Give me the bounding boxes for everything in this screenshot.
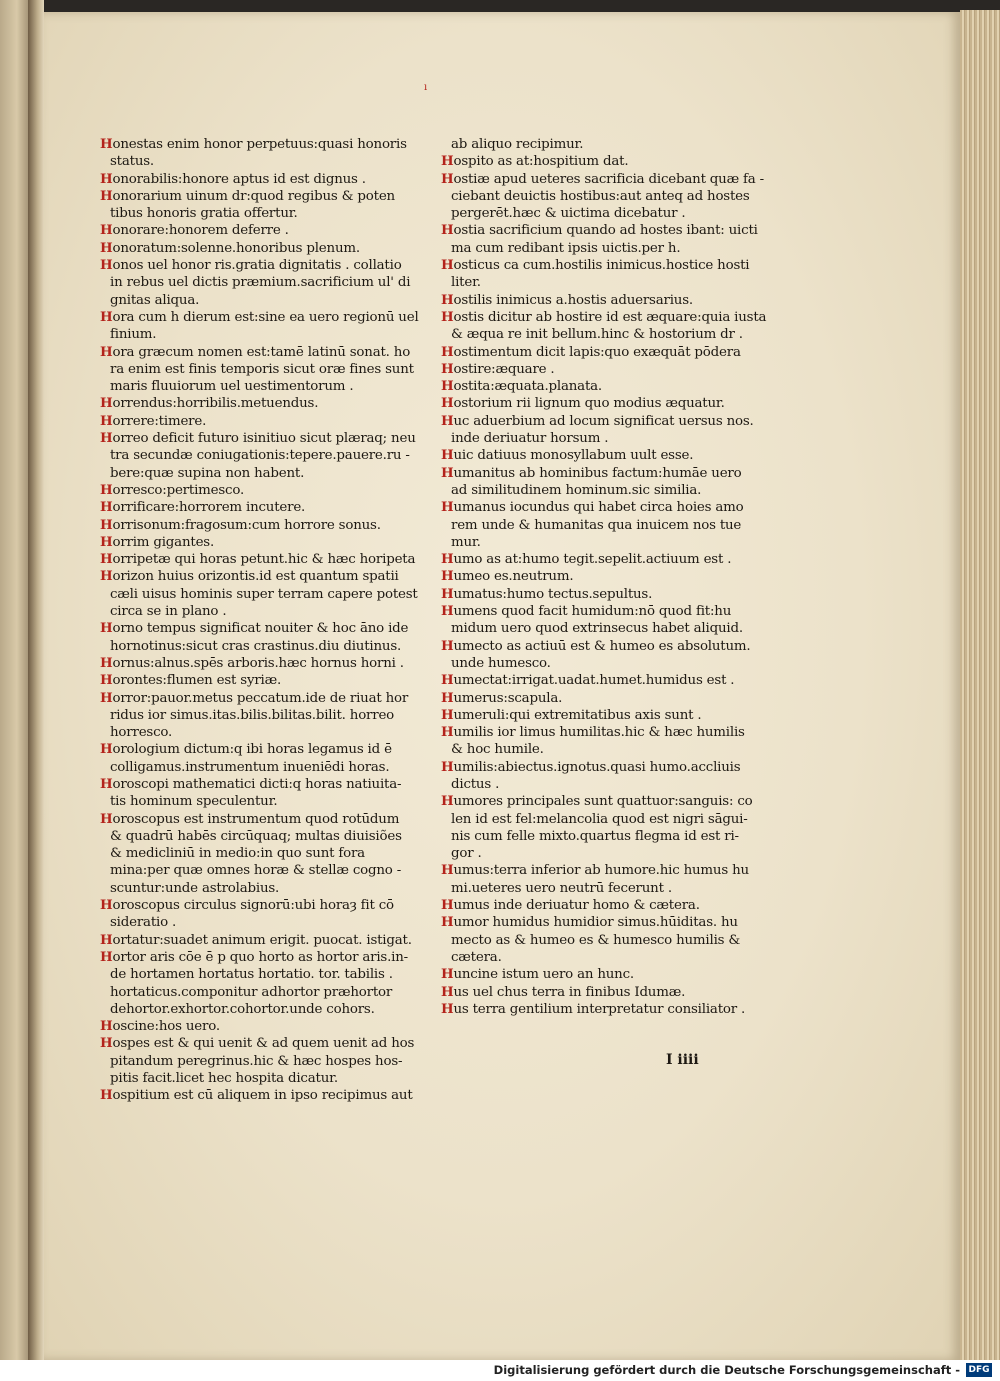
text-line: mecto as & humeo es & humesco humilis & bbox=[451, 932, 741, 948]
rubric-initial: H bbox=[441, 568, 454, 585]
text-line: mur. bbox=[451, 534, 481, 550]
text-line bbox=[441, 153, 761, 170]
entry-text: orresco:pertimesco. bbox=[112, 482, 245, 498]
right-text-column bbox=[441, 136, 767, 1018]
rubric-initial: H bbox=[441, 257, 454, 274]
entry-text: ospes est & qui uenit & ad quem uenit ad hos bbox=[112, 1036, 415, 1052]
text-line: tibus honoris gratia offertur. bbox=[110, 206, 298, 222]
text-line: nis cum felle mixto.quartus flegma id est ri- bbox=[451, 828, 739, 844]
entry-text: umus:terra inferior ab humore.hic humus hu bbox=[453, 863, 749, 879]
entry-text: us terra gentilium interpretatur consiliator . bbox=[453, 1001, 746, 1017]
rubric-initial: H bbox=[441, 378, 454, 395]
rubric-initial: H bbox=[100, 481, 113, 498]
text-line bbox=[441, 638, 761, 655]
rubric-initial: H bbox=[441, 983, 454, 1000]
text-line bbox=[441, 499, 761, 516]
text-line bbox=[441, 395, 761, 412]
text-line: gor . bbox=[451, 846, 482, 862]
left-text-column bbox=[100, 136, 420, 1105]
entry-text: umilis:abiectus.ignotus.quasi humo.accliuis bbox=[453, 759, 741, 775]
text-line bbox=[100, 222, 420, 239]
entry-text: umus inde deriuatur homo & cætera. bbox=[453, 898, 700, 914]
text-line: midum uero quod extrinsecus habet aliquid. bbox=[451, 621, 743, 637]
text-line: in rebus uel dictis præmium.sacrificium ul' di bbox=[110, 275, 411, 291]
entry-text: umectat:irrigat.uadat.humet.humidus est . bbox=[453, 673, 735, 689]
text-line bbox=[441, 222, 761, 239]
rubric-initial: H bbox=[100, 187, 113, 204]
entry-text: orrisonum:fragosum:cum horrore sonus. bbox=[112, 517, 381, 533]
rubric-initial: H bbox=[100, 1018, 113, 1035]
rubric-initial: H bbox=[441, 689, 454, 706]
rubric-initial: H bbox=[100, 516, 113, 533]
text-line bbox=[100, 188, 420, 205]
text-line: inde deriuatur horsum . bbox=[451, 431, 609, 447]
text-line: tra secundæ coniugationis:tepere.pauere.ru - bbox=[110, 448, 410, 464]
entry-text: onos uel honor ris.gratia dignitatis . collatio bbox=[112, 258, 402, 274]
entry-text: ostia sacrificium quando ad hostes ibant: uicti bbox=[453, 223, 758, 239]
entry-text: orrim gigantes. bbox=[112, 534, 215, 550]
text-line: scuntur:unde astrolabius. bbox=[110, 880, 280, 896]
entry-text: orologium dictum:q ibi horas legamus id ē bbox=[112, 742, 392, 758]
entry-text: orreo deficit futuro isinitiuo sicut plæraq; neu bbox=[112, 431, 416, 447]
rubric-initial: H bbox=[441, 706, 454, 723]
entry-text: ostilis inimicus a.hostis aduersarius. bbox=[453, 292, 693, 308]
text-line: ra enim est finis temporis sicut oræ fines sunt bbox=[110, 361, 414, 377]
rubric-initial: H bbox=[100, 343, 113, 360]
text-line: pitis facit.licet hec hospita dicatur. bbox=[110, 1071, 338, 1087]
entry-text: onorabilis:honore aptus id est dignus . bbox=[112, 171, 366, 187]
text-line: hortaticus.componitur adhortor præhortor bbox=[110, 984, 393, 1000]
text-line bbox=[100, 1035, 420, 1052]
text-line bbox=[441, 170, 764, 188]
text-line: horresco. bbox=[110, 725, 173, 741]
rubric-initial: H bbox=[100, 741, 113, 758]
text-line bbox=[100, 395, 420, 412]
entry-text: ospito as at:hospitium dat. bbox=[453, 154, 629, 170]
rubric-initial: H bbox=[441, 551, 454, 568]
rubric-initial: H bbox=[100, 412, 113, 429]
text-line bbox=[100, 620, 420, 637]
rubric-mark: ı bbox=[424, 82, 428, 93]
entry-text: orno tempus significat nouiter & hoc āno ide bbox=[112, 621, 409, 637]
entry-text: umores principales sunt quattuor:sanguis: co bbox=[453, 794, 753, 810]
entry-text: ospitium est cū aliquem in ipso recipimus aut bbox=[112, 1088, 413, 1104]
rubric-initial: H bbox=[441, 862, 454, 879]
entry-text: orror:pauor.metus peccatum.ide de riuat hor bbox=[112, 690, 409, 706]
entry-text: umeruli:qui extremitatibus axis sunt . bbox=[453, 707, 702, 723]
entry-text: umilis ior limus humilitas.hic & hæc humilis bbox=[453, 725, 745, 741]
rubric-initial: H bbox=[441, 672, 454, 689]
text-line bbox=[100, 1018, 420, 1035]
entry-text: orripetæ qui horas petunt.hic & hæc horipeta bbox=[112, 552, 416, 568]
text-line bbox=[441, 966, 761, 983]
text-line bbox=[100, 240, 420, 257]
text-line: ab aliquo recipimur. bbox=[451, 137, 584, 152]
rubric-initial: H bbox=[441, 758, 454, 775]
signature-mark: I iiii bbox=[666, 1052, 699, 1068]
rubric-initial: H bbox=[441, 499, 454, 516]
text-line bbox=[100, 517, 420, 534]
rubric-initial: H bbox=[100, 308, 113, 325]
text-line bbox=[441, 984, 761, 1001]
page-stack-edge bbox=[960, 10, 1000, 1360]
text-line bbox=[100, 741, 420, 758]
text-line bbox=[441, 914, 761, 931]
rubric-initial: H bbox=[100, 948, 113, 965]
text-line bbox=[100, 499, 420, 516]
text-line bbox=[100, 655, 420, 672]
text-line: sideratio . bbox=[110, 915, 177, 931]
text-line bbox=[441, 690, 761, 707]
text-line: & quadrū habēs circūquaq; multas diuisiões bbox=[110, 828, 402, 844]
entry-text: ora græcum nomen est:tamē latinū sonat. ho bbox=[112, 344, 411, 360]
rubric-initial: H bbox=[441, 464, 454, 481]
text-line bbox=[441, 586, 761, 603]
text-line: status. bbox=[110, 154, 154, 170]
text-line bbox=[100, 482, 420, 499]
rubric-initial: H bbox=[441, 914, 454, 931]
rubric-initial: H bbox=[441, 637, 454, 654]
rubric-initial: H bbox=[441, 170, 454, 187]
text-line bbox=[100, 1087, 420, 1104]
text-line: & medicliniū in medio:in quo sunt fora bbox=[110, 846, 365, 862]
text-line bbox=[100, 413, 420, 430]
rubric-initial: H bbox=[441, 585, 454, 602]
entry-text: umanus iocundus qui habet circa hoies amo bbox=[453, 500, 744, 516]
rubric-initial: H bbox=[441, 412, 454, 429]
entry-text: umecto as actiuū est & humeo es absolutum. bbox=[453, 638, 751, 654]
text-line bbox=[441, 361, 761, 378]
entry-text: onoratum:solenne.honoribus plenum. bbox=[112, 240, 360, 256]
rubric-initial: H bbox=[441, 1000, 454, 1017]
funding-credit: Digitalisierung gefördert durch die Deutsche Forschungsgemeinschaft - bbox=[493, 1363, 960, 1377]
rubric-initial: H bbox=[100, 239, 113, 256]
text-line bbox=[441, 257, 761, 274]
text-line bbox=[100, 136, 420, 153]
rubric-initial: H bbox=[441, 724, 454, 741]
rubric-initial: H bbox=[100, 222, 113, 239]
text-line: mina:per quæ omnes horæ & stellæ cogno - bbox=[110, 863, 402, 879]
rubric-initial: H bbox=[441, 603, 454, 620]
text-line bbox=[441, 308, 767, 326]
entry-text: orizon huius orizontis.id est quantum spatii bbox=[112, 569, 399, 585]
rubric-initial: H bbox=[441, 793, 454, 810]
rubric-initial: H bbox=[441, 897, 454, 914]
text-line: mi.ueteres uero neutrū fecerunt . bbox=[451, 880, 672, 896]
entry-text: umeo es.neutrum. bbox=[453, 569, 574, 585]
text-line: tis hominum speculentur. bbox=[110, 794, 278, 810]
text-line bbox=[441, 465, 761, 482]
entry-text: osticus ca cum.hostilis inimicus.hostice hosti bbox=[453, 258, 750, 274]
text-line bbox=[100, 932, 420, 949]
text-line: rem unde & humanitas qua inuicem nos tue bbox=[451, 517, 742, 533]
entry-text: uncine istum uero an hunc. bbox=[453, 967, 634, 983]
rubric-initial: H bbox=[441, 360, 454, 377]
text-line bbox=[100, 672, 420, 689]
rubric-initial: H bbox=[100, 568, 113, 585]
text-line: ma cum redibant ipsis uictis.per h. bbox=[451, 240, 681, 256]
text-line: & hoc humile. bbox=[451, 742, 544, 758]
text-line: liter. bbox=[451, 275, 481, 291]
text-line bbox=[441, 568, 761, 585]
text-line bbox=[441, 1001, 761, 1018]
text-line bbox=[441, 378, 761, 395]
entry-text: umor humidus humidior simus.hūiditas. hu bbox=[453, 915, 738, 931]
text-line bbox=[100, 344, 420, 361]
text-line bbox=[100, 257, 420, 274]
text-line bbox=[441, 447, 761, 464]
text-line: ad similitudinem hominum.sic similia. bbox=[451, 482, 702, 498]
entry-text: onorare:honorem deferre . bbox=[112, 223, 289, 239]
entry-text: onestas enim honor perpetuus:quasi honoris bbox=[112, 137, 407, 152]
text-line bbox=[100, 897, 420, 914]
entry-text: oroscopi mathematici dicti:q horas natiuita- bbox=[112, 776, 402, 792]
text-line bbox=[441, 897, 761, 914]
entry-text: uic datiuus monosyllabum uult esse. bbox=[453, 448, 694, 464]
text-line: cætera. bbox=[451, 949, 502, 965]
rubric-initial: H bbox=[100, 136, 113, 152]
text-line: dehortor.exhortor.cohortor.unde cohors. bbox=[110, 1001, 375, 1017]
text-line: unde humesco. bbox=[451, 655, 551, 671]
text-line: len id est fel:melancolia quod est nigri sāgui- bbox=[451, 811, 748, 827]
text-line bbox=[441, 551, 761, 568]
rubric-initial: H bbox=[100, 1035, 113, 1052]
rubric-initial: H bbox=[100, 810, 113, 827]
dfg-logo: DFG bbox=[966, 1363, 992, 1377]
rubric-initial: H bbox=[100, 689, 113, 706]
entry-text: ostire:æquare . bbox=[453, 361, 555, 377]
entry-text: orrendus:horribilis.metuendus. bbox=[112, 396, 319, 412]
rubric-initial: H bbox=[100, 499, 113, 516]
text-line bbox=[100, 171, 420, 188]
text-line: dictus . bbox=[451, 776, 500, 792]
entry-text: umo as at:humo tegit.sepelit.actiuum est . bbox=[453, 552, 732, 568]
text-line bbox=[441, 724, 761, 741]
entry-text: oroscopus est instrumentum quod rotūdum bbox=[112, 811, 400, 827]
text-line bbox=[441, 672, 761, 689]
text-line bbox=[100, 811, 420, 828]
text-line bbox=[100, 776, 420, 793]
entry-text: umatus:humo tectus.sepultus. bbox=[453, 586, 653, 602]
entry-text: orontes:flumen est syriæ. bbox=[112, 673, 282, 689]
entry-text: oscine:hos uero. bbox=[112, 1019, 220, 1035]
text-line bbox=[100, 309, 420, 326]
entry-text: onorarium uinum dr:quod regibus & poten bbox=[112, 188, 395, 204]
rubric-initial: H bbox=[100, 170, 113, 187]
rubric-initial: H bbox=[100, 395, 113, 412]
rubric-initial: H bbox=[441, 308, 454, 325]
text-line: bere:quæ supina non habent. bbox=[110, 465, 305, 481]
text-line: gnitas aliqua. bbox=[110, 292, 200, 308]
footer-bar bbox=[0, 1360, 1000, 1381]
rubric-initial: H bbox=[100, 654, 113, 671]
text-line: pergerēt.hæc & uictima dicebatur . bbox=[451, 206, 686, 222]
text-line: & æqua re init bellum.hinc & hostorium dr . bbox=[451, 327, 743, 343]
entry-text: us uel chus terra in finibus Idumæ. bbox=[453, 984, 686, 1000]
text-line: hornotinus:sicut cras crastinus.diu diutinus. bbox=[110, 638, 402, 654]
text-line bbox=[100, 568, 420, 585]
text-line: cæli uisus hominis super terram capere potest bbox=[110, 586, 418, 602]
rubric-initial: H bbox=[100, 775, 113, 792]
text-line bbox=[100, 534, 420, 551]
rubric-initial: H bbox=[441, 966, 454, 983]
rubric-initial: H bbox=[100, 931, 113, 948]
text-line: maris fluuiorum uel uestimentorum . bbox=[110, 379, 354, 395]
text-line: circa se in plano . bbox=[110, 604, 227, 620]
rubric-initial: H bbox=[100, 430, 113, 447]
entry-text: ostorium rii lignum quo modius æquatur. bbox=[453, 396, 725, 412]
rubric-initial: H bbox=[441, 153, 454, 170]
entry-text: uc aduerbium ad locum significat uersus nos. bbox=[453, 413, 754, 429]
rubric-initial: H bbox=[100, 672, 113, 689]
rubric-initial: H bbox=[100, 1087, 113, 1104]
text-line: ridus ior simus.itas.bilis.bilitas.bilit. horreo bbox=[110, 707, 395, 723]
text-line bbox=[441, 344, 761, 361]
entry-text: ostiæ apud ueteres sacrificia dicebant quæ fa - bbox=[453, 171, 764, 187]
text-line bbox=[100, 430, 420, 447]
rubric-initial: H bbox=[441, 343, 454, 360]
text-line bbox=[441, 603, 761, 620]
entry-text: ortor aris cōe ē p quo horto as hortor aris.in- bbox=[112, 949, 408, 965]
left-page-edge bbox=[0, 0, 28, 1360]
rubric-initial: H bbox=[441, 447, 454, 464]
entry-text: ornus:alnus.spēs arboris.hæc hornus horni . bbox=[112, 655, 404, 671]
entry-text: ortatur:suadet animum erigit. puocat. istigat. bbox=[112, 932, 412, 948]
book-gutter bbox=[28, 0, 44, 1360]
text-line bbox=[441, 759, 761, 776]
text-line bbox=[441, 793, 761, 810]
rubric-initial: H bbox=[100, 533, 113, 550]
rubric-initial: H bbox=[100, 620, 113, 637]
text-line: ciebant deuictis hostibus:aut anteq ad hostes bbox=[451, 188, 750, 204]
text-line bbox=[441, 862, 761, 879]
entry-text: umerus:scapula. bbox=[453, 690, 563, 706]
entry-text: ostis dicitur ab hostire id est æquare:quia iusta bbox=[453, 309, 767, 325]
text-line bbox=[441, 413, 761, 430]
text-line: colligamus.instrumentum inueniēdi horas. bbox=[110, 759, 390, 775]
text-line bbox=[441, 707, 761, 724]
entry-text: ostimentum dicit lapis:quo exæquāt pōdera bbox=[453, 344, 741, 360]
rubric-initial: H bbox=[100, 551, 113, 568]
entry-text: umens quod facit humidum:nō quod fit:hu bbox=[453, 604, 732, 620]
text-line bbox=[441, 292, 761, 309]
text-line bbox=[100, 949, 420, 966]
entry-text: orrere:timere. bbox=[112, 413, 207, 429]
entry-text: orrificare:horrorem incutere. bbox=[112, 500, 306, 516]
entry-text: umanitus ab hominibus factum:humāe uero bbox=[453, 465, 742, 481]
text-line: pitandum peregrinus.hic & hæc hospes hos- bbox=[110, 1053, 403, 1069]
entry-text: ora cum h dierum est:sine ea uero regionū uel bbox=[112, 309, 419, 325]
entry-text: ostita:æquata.planata. bbox=[453, 379, 602, 395]
rubric-initial: H bbox=[441, 395, 454, 412]
entry-text: oroscopus circulus signorū:ubi horaȝ fit cō bbox=[112, 898, 394, 914]
text-line bbox=[100, 551, 420, 568]
rubric-initial: H bbox=[441, 291, 454, 308]
text-line: de hortamen hortatus hortatio. tor. tabilis . bbox=[110, 967, 393, 983]
rubric-initial: H bbox=[100, 257, 113, 274]
text-line bbox=[100, 690, 420, 707]
rubric-initial: H bbox=[441, 222, 454, 239]
text-line: finium. bbox=[110, 327, 157, 343]
rubric-initial: H bbox=[100, 897, 113, 914]
